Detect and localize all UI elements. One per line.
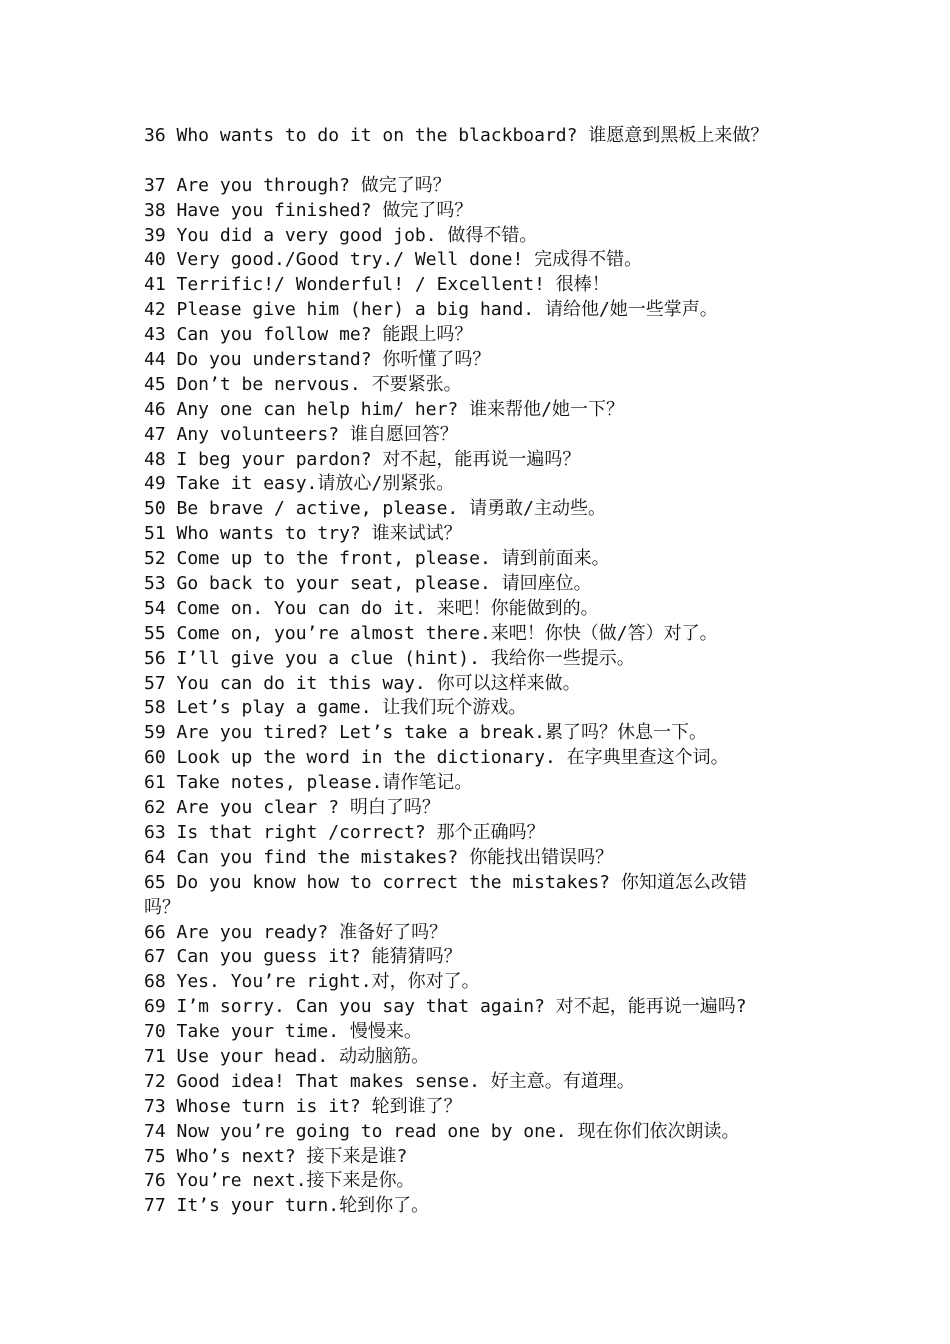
phrase-line: 66 Are you ready? 准备好了吗？	[144, 921, 448, 943]
phrase-line: 72 Good idea! That makes sense. 好主意。有道理。	[144, 1070, 635, 1092]
phrase-line: 52 Come up to the front, please. 请到前面来。	[144, 548, 610, 570]
phrase-line: 38 Have you finished? 做完了吗？	[144, 199, 473, 221]
phrase-line: 37 Are you through? 做完了吗？	[144, 174, 451, 196]
phrase-line: 65 Do you know how to correct the mistakes? 你知道怎么改错	[144, 871, 747, 893]
phrase-line: 60 Look up the word in the dictionary. 在字典里查这个词。	[144, 747, 729, 769]
phrase-line: 64 Can you find the mistakes? 你能找出错误吗？	[144, 846, 614, 868]
phrase-line: 46 Any one can help him/ her? 谁来帮他/她一下？	[144, 398, 624, 420]
phrase-line: 42 Please give him (her) a big hand. 请给他/她一些掌声。	[144, 299, 718, 321]
phrase-line-continuation: 吗？	[144, 896, 180, 918]
phrase-line: 67 Can you guess it? 能猜猜吗？	[144, 946, 462, 968]
phrase-line: 75 Who’s next? 接下来是谁?	[144, 1145, 408, 1167]
phrase-line: 58 Let’s play a game. 让我们玩个游戏。	[144, 697, 527, 719]
phrase-line: 36 Who wants to do it on the blackboard? 谁愿意到黑板上来做？	[144, 125, 769, 146]
phrase-line: 59 Are you tired? Let’s take a break.累了吗？休息一下。	[144, 722, 707, 744]
phrase-line: 43 Can you follow me? 能跟上吗？	[144, 324, 473, 346]
phrase-line: 45 Don’t be nervous. 不要紧张。	[144, 373, 462, 395]
phrase-list	[144, 124, 814, 1219]
phrase-line: 48 I beg your pardon? 对不起，能再说一遍吗？	[144, 448, 581, 470]
phrase-line: 71 Use your head. 动动脑筋。	[144, 1045, 430, 1067]
phrase-line: 56 I’ll give you a clue (hint). 我给你一些提示。	[144, 647, 635, 669]
phrase-line: 44 Do you understand? 你听懂了吗？	[144, 349, 491, 371]
phrase-line: 50 Be brave / active, please. 请勇敢/主动些。	[144, 498, 606, 520]
phrase-line: 62 Are you clear ? 明白了吗？	[144, 797, 440, 819]
phrase-line: 51 Who wants to try? 谁来试试？	[144, 523, 462, 545]
phrase-line: 39 You did a very good job. 做得不错。	[144, 224, 538, 246]
phrase-line: 76 You’re next.接下来是你。	[144, 1170, 415, 1192]
phrase-line: 57 You can do it this way. 你可以这样来做。	[144, 672, 581, 694]
phrase-line: 74 Now you’re going to read one by one. 现在你们依次朗读。	[144, 1120, 740, 1142]
phrase-line: 53 Go back to your seat, please. 请回座位。	[144, 573, 592, 595]
phrase-line: 77 It’s your turn.轮到你了。	[144, 1195, 430, 1217]
phrase-line: 63 Is that right /correct? 那个正确吗？	[144, 821, 545, 843]
phrase-line: 70 Take your time. 慢慢来。	[144, 1021, 422, 1043]
phrase-line: 40 Very good./Good try./ Well done! 完成得不错。	[144, 249, 643, 271]
phrase-line: 47 Any volunteers? 谁自愿回答？	[144, 423, 458, 445]
phrase-line: 55 Come on, you’re almost there.来吧！你快（做/答）对了。	[144, 622, 718, 644]
phrase-line: 69 I’m sorry. Can you say that again? 对不起，能再说一遍吗?	[144, 996, 747, 1018]
phrase-line: 61 Take notes, please.请作笔记。	[144, 772, 473, 794]
phrase-line: 54 Come on. You can do it. 来吧！你能做到的。	[144, 597, 599, 619]
phrase-line: 68 Yes. You’re right.对，你对了。	[144, 971, 480, 993]
phrase-line: 73 Whose turn is it? 轮到谁了？	[144, 1095, 462, 1117]
phrase-line: 49 Take it easy.请放心/别紧张。	[144, 473, 455, 495]
phrase-line: 41 Terrific!/ Wonderful! / Excellent! 很棒！	[144, 274, 610, 296]
